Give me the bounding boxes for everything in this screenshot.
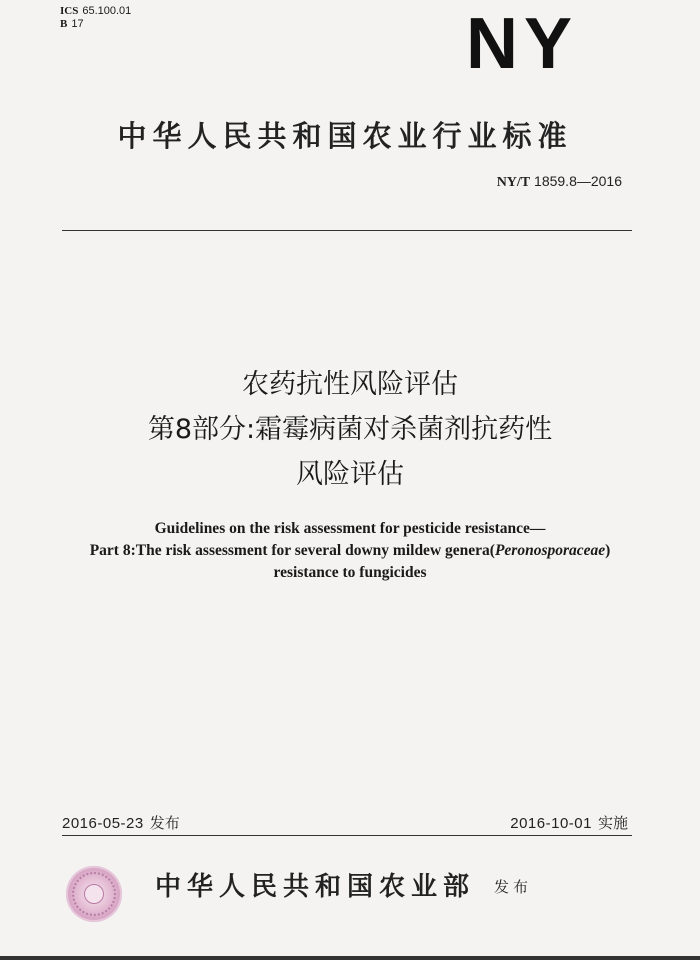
top-divider (62, 230, 632, 231)
standard-number-value: 1859.8—2016 (534, 173, 622, 189)
english-title (40, 518, 660, 584)
chinese-title-line-2: 第8部分:霜霉病菌对杀菌剂抗药性 (147, 414, 553, 445)
english-title-line-2-start: Part 8:The risk assessment for several downy mildew genera( (89, 542, 495, 559)
chinese-title (60, 362, 640, 497)
ccs-code (60, 18, 131, 31)
issue-date-value: 2016-05-23 (62, 815, 144, 832)
classification-codes (60, 5, 131, 31)
issue-date-word: 发布 (149, 815, 180, 832)
english-title-line-3: resistance to fungicides (273, 564, 427, 581)
publisher-name: 中华人民共和国农业部 (155, 872, 476, 902)
page-bottom-edge (0, 956, 700, 960)
english-title-family-name: Peronosporaceae (494, 542, 606, 559)
english-title-line-2 (40, 540, 660, 562)
implementation-date (510, 812, 628, 833)
standard-number-prefix: NY/T (496, 175, 531, 190)
english-title-line-2-end: ) (605, 542, 611, 559)
ccs-label: B (60, 18, 68, 30)
ics-code (60, 5, 131, 18)
standard-organization: 中华人民共和国农业行业标准 (117, 119, 573, 153)
ny-logo: NY (466, 4, 579, 84)
seal-core (84, 884, 104, 904)
ics-label: ICS (60, 5, 79, 17)
chinese-title-line-3: 风险评估 (296, 459, 404, 490)
ministry-seal-icon (66, 866, 122, 922)
ics-value: 65.100.01 (82, 5, 132, 17)
issue-date (62, 812, 180, 833)
implementation-date-value: 2016-10-01 (510, 815, 592, 832)
bottom-divider (62, 835, 632, 836)
implementation-date-word: 实施 (597, 815, 628, 832)
english-title-line-1: Guidelines on the risk assessment for pesticide resistance— (154, 520, 546, 537)
chinese-title-line-1: 农药抗性风险评估 (242, 369, 458, 400)
standard-number (497, 173, 622, 191)
ccs-value: 17 (71, 18, 84, 30)
publisher-word: 发布 (494, 878, 533, 896)
